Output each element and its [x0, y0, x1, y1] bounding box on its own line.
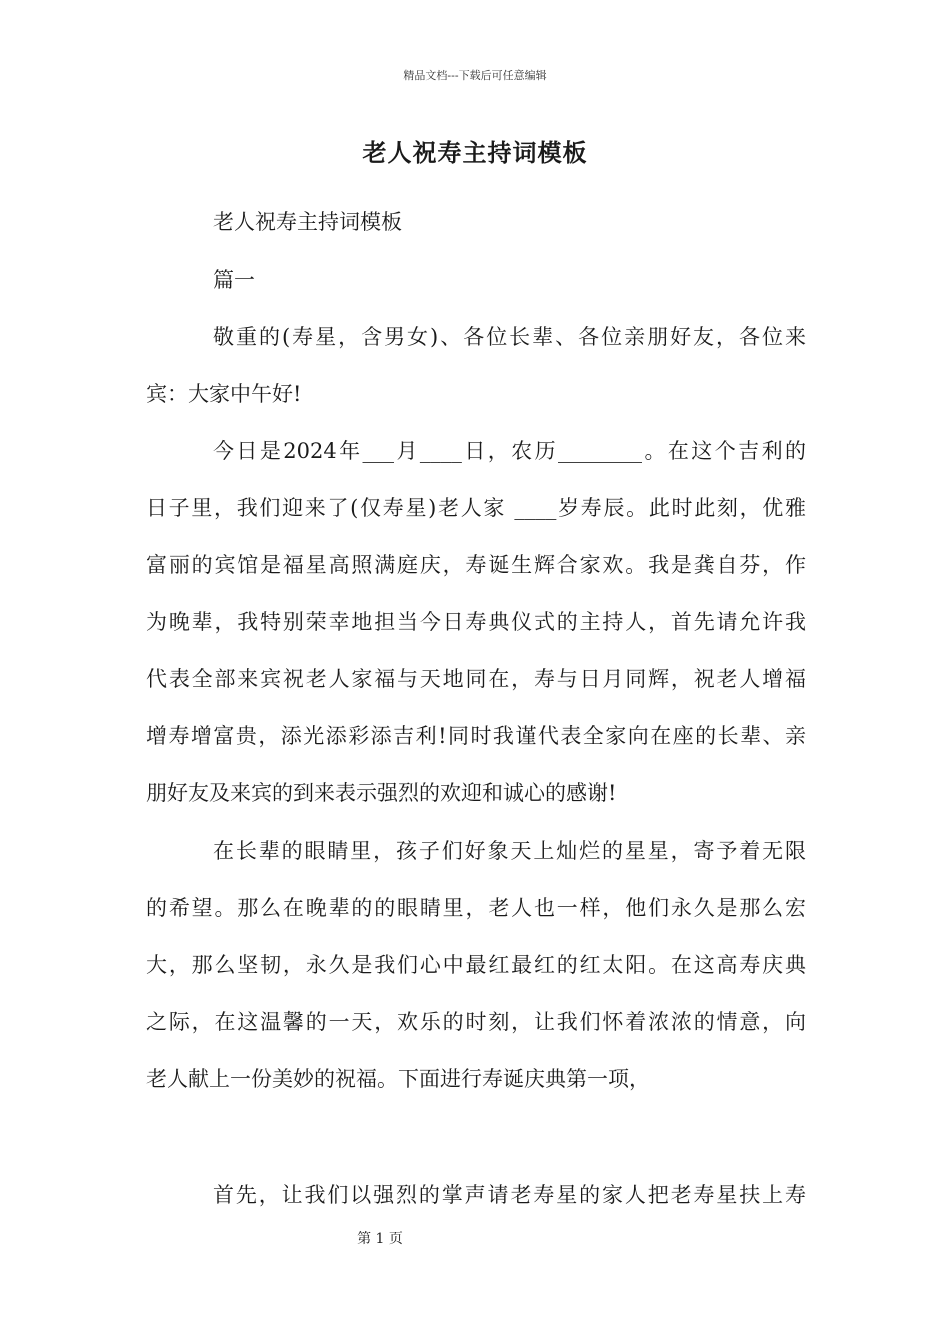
- paragraph-line: 富丽的宾馆是福星高照满庭庆，寿诞生辉合家欢。我是龚自芬，作: [146, 553, 806, 577]
- paragraph-line: 朋好友及来宾的到来表示强烈的欢迎和诚心的感谢!: [146, 781, 617, 805]
- paragraph-line: 今日是2024年___月____日，农历________。在这个吉利的: [213, 439, 806, 463]
- paragraph-line: 之际，在这温馨的一天，欢乐的时刻，让我们怀着浓浓的情意，向: [146, 1010, 806, 1034]
- paragraph-line: 宾：大家中午好!: [146, 382, 302, 406]
- paragraph-line: 增寿增富贵，添光添彩添吉利!同时我谨代表全家向在座的长辈、亲: [146, 724, 806, 748]
- paragraph-line: 大，那么坚韧，永久是我们心中最红最红的红太阳。在这高寿庆典: [146, 953, 806, 977]
- paragraph-line: 敬重的(寿星，含男女)、各位长辈、各位亲朋好友，各位来: [213, 325, 806, 349]
- header-note: 精品文档---下载后可任意编辑: [403, 69, 547, 82]
- paragraph-line: 的希望。那么在晚辈的的眼睛里，老人也一样，他们永久是那么宏: [146, 896, 806, 920]
- paragraph-line: 老人献上一份美妙的祝福。下面进行寿诞庆典第一项，: [146, 1067, 650, 1091]
- paragraph-line: 首先，让我们以强烈的掌声请老寿星的家人把老寿星扶上寿: [213, 1183, 806, 1207]
- section-heading: 篇一: [213, 268, 255, 292]
- page-number: 第 1 页: [357, 1231, 403, 1247]
- document-title: 老人祝寿主持词模板: [362, 138, 588, 167]
- paragraph-line: 在长辈的眼睛里，孩子们好象天上灿烂的星星，寄予着无限: [213, 839, 806, 863]
- paragraph-line: 日子里，我们迎来了(仅寿星)老人家 ____岁寿辰。此时此刻，优雅: [146, 496, 806, 520]
- paragraph-line: 代表全部来宾祝老人家福与天地同在，寿与日月同辉，祝老人增福: [146, 667, 806, 691]
- paragraph-line: 为晚辈，我特别荣幸地担当今日寿典仪式的主持人，首先请允许我: [146, 610, 806, 634]
- subtitle: 老人祝寿主持词模板: [213, 210, 402, 234]
